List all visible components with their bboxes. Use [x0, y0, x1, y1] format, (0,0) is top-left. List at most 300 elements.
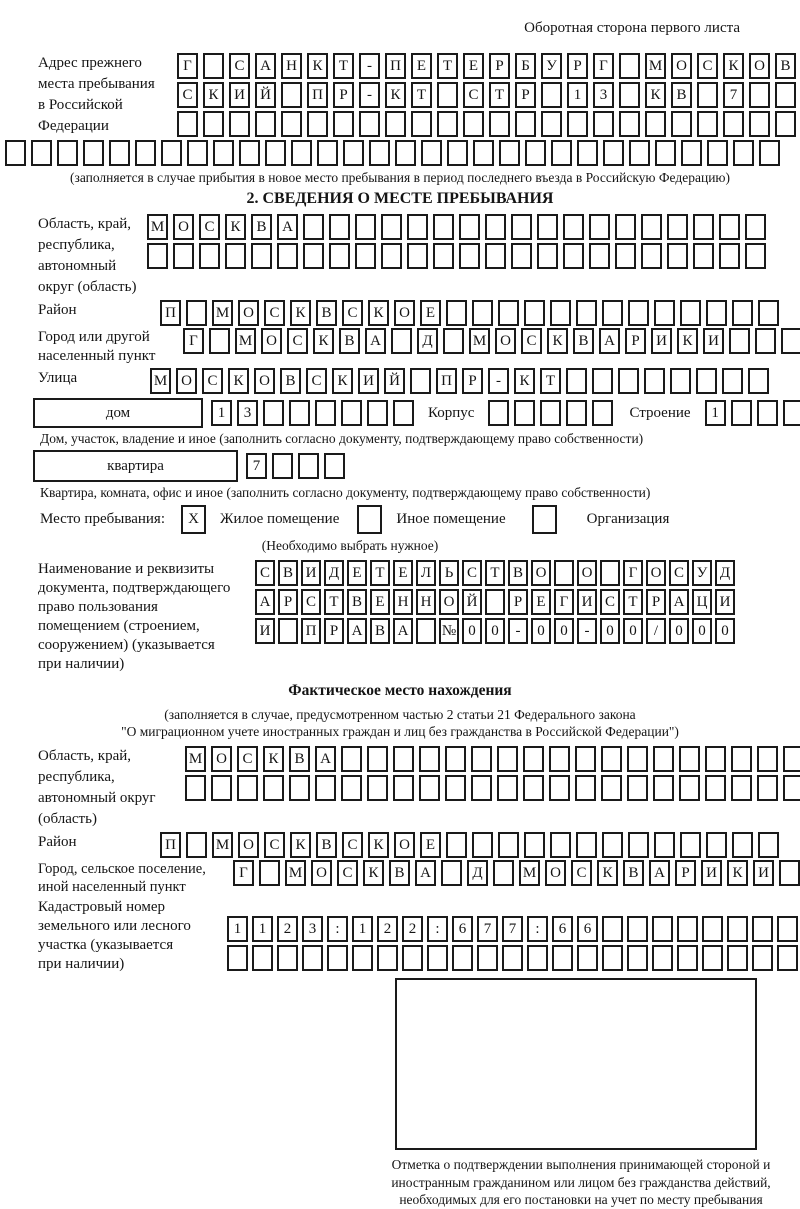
char-cell[interactable]: -	[488, 368, 509, 394]
char-cell[interactable]: И	[701, 860, 722, 886]
char-cell[interactable]	[644, 368, 665, 394]
char-cell[interactable]: Н	[393, 589, 413, 615]
char-cell[interactable]	[537, 214, 558, 240]
char-cell[interactable]: Р	[278, 589, 298, 615]
char-cell[interactable]: А	[365, 328, 386, 354]
char-cell[interactable]: К	[263, 746, 284, 772]
char-cell[interactable]	[523, 775, 544, 801]
char-cell[interactable]: К	[368, 832, 389, 858]
char-cell[interactable]	[619, 82, 640, 108]
char-cell[interactable]	[291, 140, 312, 166]
char-cell[interactable]	[619, 111, 640, 137]
char-cell[interactable]	[355, 214, 376, 240]
char-cell[interactable]	[497, 746, 518, 772]
char-cell[interactable]: К	[332, 368, 353, 394]
char-cell[interactable]	[563, 243, 584, 269]
char-cell[interactable]: В	[289, 746, 310, 772]
checkbox-other-premises[interactable]	[357, 505, 382, 534]
char-cell[interactable]	[209, 328, 230, 354]
char-cell[interactable]	[381, 214, 402, 240]
char-cell[interactable]: Р	[646, 589, 666, 615]
char-cell[interactable]	[552, 945, 573, 971]
char-cell[interactable]	[411, 111, 432, 137]
char-cell[interactable]	[437, 82, 458, 108]
char-cell[interactable]: Т	[411, 82, 432, 108]
char-cell[interactable]: А	[255, 589, 275, 615]
char-cell[interactable]	[239, 140, 260, 166]
char-cell[interactable]	[589, 214, 610, 240]
char-cell[interactable]	[566, 400, 587, 426]
char-cell[interactable]	[641, 214, 662, 240]
char-cell[interactable]	[727, 945, 748, 971]
char-cell[interactable]	[341, 400, 362, 426]
char-cell[interactable]: С	[202, 368, 223, 394]
checkbox-organization[interactable]	[532, 505, 557, 534]
char-cell[interactable]	[629, 140, 650, 166]
char-cell[interactable]	[732, 300, 753, 326]
char-cell[interactable]	[566, 368, 587, 394]
char-cell[interactable]	[602, 916, 623, 942]
char-cell[interactable]	[419, 746, 440, 772]
char-cell[interactable]: В	[280, 368, 301, 394]
char-cell[interactable]	[514, 400, 535, 426]
char-cell[interactable]	[677, 916, 698, 942]
char-cell[interactable]	[433, 214, 454, 240]
char-cell[interactable]: 3	[302, 916, 323, 942]
char-cell[interactable]: Й	[384, 368, 405, 394]
char-cell[interactable]: 1	[227, 916, 248, 942]
char-cell[interactable]: О	[261, 328, 282, 354]
char-cell[interactable]: 7	[477, 916, 498, 942]
char-cell[interactable]	[576, 300, 597, 326]
char-cell[interactable]: К	[290, 832, 311, 858]
char-cell[interactable]	[719, 214, 740, 240]
char-cell[interactable]	[523, 746, 544, 772]
char-cell[interactable]	[359, 111, 380, 137]
char-cell[interactable]: А	[669, 589, 689, 615]
char-cell[interactable]: 0	[554, 618, 574, 644]
char-cell[interactable]: /	[646, 618, 666, 644]
char-cell[interactable]	[783, 775, 800, 801]
char-cell[interactable]: О	[394, 832, 415, 858]
char-cell[interactable]	[693, 214, 714, 240]
char-cell[interactable]: О	[577, 560, 597, 586]
char-cell[interactable]	[679, 775, 700, 801]
char-cell[interactable]	[627, 945, 648, 971]
char-cell[interactable]: М	[185, 746, 206, 772]
char-cell[interactable]	[446, 300, 467, 326]
char-cell[interactable]	[755, 328, 776, 354]
char-cell[interactable]	[213, 140, 234, 166]
char-cell[interactable]	[499, 140, 520, 166]
char-cell[interactable]: К	[723, 53, 744, 79]
char-cell[interactable]: В	[389, 860, 410, 886]
char-cell[interactable]: К	[228, 368, 249, 394]
char-cell[interactable]: -	[359, 82, 380, 108]
char-cell[interactable]	[783, 400, 800, 426]
char-cell[interactable]	[615, 214, 636, 240]
char-cell[interactable]: О	[238, 300, 259, 326]
char-cell[interactable]	[745, 214, 766, 240]
char-cell[interactable]: Е	[370, 589, 390, 615]
char-cell[interactable]: А	[347, 618, 367, 644]
char-cell[interactable]: С	[337, 860, 358, 886]
char-cell[interactable]	[641, 243, 662, 269]
char-cell[interactable]: 3	[237, 400, 258, 426]
char-cell[interactable]: Т	[623, 589, 643, 615]
char-cell[interactable]	[393, 400, 414, 426]
char-cell[interactable]	[416, 618, 436, 644]
char-cell[interactable]	[471, 746, 492, 772]
char-cell[interactable]	[667, 214, 688, 240]
char-cell[interactable]: Г	[183, 328, 204, 354]
char-cell[interactable]	[592, 368, 613, 394]
char-cell[interactable]	[329, 214, 350, 240]
char-cell[interactable]	[259, 860, 280, 886]
char-cell[interactable]	[680, 832, 701, 858]
char-cell[interactable]	[550, 832, 571, 858]
char-cell[interactable]: Т	[370, 560, 390, 586]
char-cell[interactable]: 6	[577, 916, 598, 942]
char-cell[interactable]	[654, 832, 675, 858]
char-cell[interactable]: С	[264, 832, 285, 858]
char-cell[interactable]: О	[531, 560, 551, 586]
char-cell[interactable]	[537, 243, 558, 269]
char-cell[interactable]: Т	[489, 82, 510, 108]
char-cell[interactable]: Е	[347, 560, 367, 586]
char-cell[interactable]: 1	[705, 400, 726, 426]
char-cell[interactable]	[472, 300, 493, 326]
char-cell[interactable]	[524, 300, 545, 326]
char-cell[interactable]: П	[160, 832, 181, 858]
char-cell[interactable]	[324, 453, 345, 479]
char-cell[interactable]: Д	[467, 860, 488, 886]
char-cell[interactable]: Е	[420, 300, 441, 326]
char-cell[interactable]	[752, 916, 773, 942]
char-cell[interactable]	[488, 400, 509, 426]
char-cell[interactable]	[237, 775, 258, 801]
char-cell[interactable]	[781, 328, 800, 354]
char-cell[interactable]	[341, 775, 362, 801]
char-cell[interactable]: А	[277, 214, 298, 240]
char-cell[interactable]: 7	[723, 82, 744, 108]
char-cell[interactable]: С	[306, 368, 327, 394]
char-cell[interactable]: А	[415, 860, 436, 886]
char-cell[interactable]	[303, 214, 324, 240]
char-cell[interactable]: Л	[416, 560, 436, 586]
char-cell[interactable]: С	[264, 300, 285, 326]
char-cell[interactable]	[602, 300, 623, 326]
char-cell[interactable]	[551, 140, 572, 166]
char-cell[interactable]: И	[301, 560, 321, 586]
char-cell[interactable]: 7	[502, 916, 523, 942]
char-cell[interactable]: А	[599, 328, 620, 354]
char-cell[interactable]	[758, 300, 779, 326]
char-cell[interactable]: К	[307, 53, 328, 79]
char-cell[interactable]	[341, 746, 362, 772]
char-cell[interactable]: О	[749, 53, 770, 79]
char-cell[interactable]	[707, 140, 728, 166]
char-cell[interactable]	[277, 243, 298, 269]
char-cell[interactable]	[83, 140, 104, 166]
char-cell[interactable]	[298, 453, 319, 479]
char-cell[interactable]: М	[469, 328, 490, 354]
char-cell[interactable]	[541, 111, 562, 137]
char-cell[interactable]	[497, 775, 518, 801]
char-cell[interactable]: С	[177, 82, 198, 108]
char-cell[interactable]: Е	[411, 53, 432, 79]
char-cell[interactable]	[757, 775, 778, 801]
char-cell[interactable]	[749, 82, 770, 108]
char-cell[interactable]	[489, 111, 510, 137]
char-cell[interactable]: П	[160, 300, 181, 326]
char-cell[interactable]	[391, 328, 412, 354]
char-cell[interactable]: К	[597, 860, 618, 886]
char-cell[interactable]: Й	[462, 589, 482, 615]
char-cell[interactable]	[779, 860, 800, 886]
char-cell[interactable]	[472, 832, 493, 858]
char-cell[interactable]: М	[150, 368, 171, 394]
char-cell[interactable]: Е	[393, 560, 413, 586]
char-cell[interactable]: 7	[246, 453, 267, 479]
char-cell[interactable]: И	[715, 589, 735, 615]
char-cell[interactable]	[498, 300, 519, 326]
char-cell[interactable]	[255, 111, 276, 137]
char-cell[interactable]: 3	[593, 82, 614, 108]
char-cell[interactable]: О	[495, 328, 516, 354]
char-cell[interactable]: М	[645, 53, 666, 79]
char-cell[interactable]	[463, 111, 484, 137]
char-cell[interactable]	[602, 832, 623, 858]
char-cell[interactable]	[540, 400, 561, 426]
char-cell[interactable]: Т	[333, 53, 354, 79]
char-cell[interactable]	[697, 111, 718, 137]
char-cell[interactable]: П	[436, 368, 457, 394]
char-cell[interactable]	[567, 111, 588, 137]
char-cell[interactable]: Ц	[692, 589, 712, 615]
char-cell[interactable]: О	[176, 368, 197, 394]
char-cell[interactable]: С	[287, 328, 308, 354]
char-cell[interactable]: К	[225, 214, 246, 240]
char-cell[interactable]	[433, 243, 454, 269]
char-cell[interactable]: 2	[277, 916, 298, 942]
char-cell[interactable]: Т	[437, 53, 458, 79]
char-cell[interactable]: И	[753, 860, 774, 886]
char-cell[interactable]	[550, 300, 571, 326]
char-cell[interactable]	[315, 400, 336, 426]
char-cell[interactable]	[667, 243, 688, 269]
char-cell[interactable]	[775, 111, 796, 137]
char-cell[interactable]: С	[463, 82, 484, 108]
char-cell[interactable]	[289, 775, 310, 801]
char-cell[interactable]	[277, 945, 298, 971]
char-cell[interactable]: Н	[416, 589, 436, 615]
char-cell[interactable]	[225, 243, 246, 269]
char-cell[interactable]	[706, 832, 727, 858]
char-cell[interactable]: В	[278, 560, 298, 586]
char-cell[interactable]	[443, 328, 464, 354]
char-cell[interactable]: :	[527, 916, 548, 942]
char-cell[interactable]: С	[521, 328, 542, 354]
char-cell[interactable]: В	[370, 618, 390, 644]
char-cell[interactable]: Р	[567, 53, 588, 79]
char-cell[interactable]: Н	[281, 53, 302, 79]
char-cell[interactable]: В	[339, 328, 360, 354]
char-cell[interactable]: Ь	[439, 560, 459, 586]
char-cell[interactable]: -	[508, 618, 528, 644]
char-cell[interactable]	[601, 775, 622, 801]
char-cell[interactable]	[485, 589, 505, 615]
char-cell[interactable]	[252, 945, 273, 971]
char-cell[interactable]: Д	[417, 328, 438, 354]
checkbox-residential[interactable]: X	[181, 505, 206, 534]
char-cell[interactable]	[393, 746, 414, 772]
char-cell[interactable]	[603, 140, 624, 166]
char-cell[interactable]	[653, 775, 674, 801]
char-cell[interactable]	[627, 916, 648, 942]
char-cell[interactable]: А	[315, 746, 336, 772]
char-cell[interactable]	[577, 945, 598, 971]
char-cell[interactable]: И	[255, 618, 275, 644]
char-cell[interactable]: 0	[623, 618, 643, 644]
char-cell[interactable]	[563, 214, 584, 240]
char-cell[interactable]	[377, 945, 398, 971]
char-cell[interactable]	[652, 916, 673, 942]
char-cell[interactable]: С	[255, 560, 275, 586]
char-cell[interactable]	[355, 243, 376, 269]
char-cell[interactable]: И	[703, 328, 724, 354]
char-cell[interactable]	[752, 945, 773, 971]
char-cell[interactable]	[485, 243, 506, 269]
char-cell[interactable]	[549, 775, 570, 801]
char-cell[interactable]: В	[508, 560, 528, 586]
char-cell[interactable]: М	[519, 860, 540, 886]
char-cell[interactable]	[367, 746, 388, 772]
char-cell[interactable]: К	[368, 300, 389, 326]
char-cell[interactable]	[173, 243, 194, 269]
char-cell[interactable]	[147, 243, 168, 269]
char-cell[interactable]	[135, 140, 156, 166]
char-cell[interactable]: М	[212, 300, 233, 326]
char-cell[interactable]: -	[577, 618, 597, 644]
char-cell[interactable]: К	[677, 328, 698, 354]
char-cell[interactable]: О	[439, 589, 459, 615]
char-cell[interactable]	[723, 111, 744, 137]
char-cell[interactable]: С	[199, 214, 220, 240]
char-cell[interactable]	[493, 860, 514, 886]
char-cell[interactable]: Р	[675, 860, 696, 886]
char-cell[interactable]	[655, 140, 676, 166]
char-cell[interactable]	[367, 775, 388, 801]
char-cell[interactable]: К	[385, 82, 406, 108]
char-cell[interactable]: В	[573, 328, 594, 354]
char-cell[interactable]	[702, 916, 723, 942]
char-cell[interactable]: 0	[600, 618, 620, 644]
char-cell[interactable]: О	[211, 746, 232, 772]
char-cell[interactable]	[186, 832, 207, 858]
char-cell[interactable]	[329, 243, 350, 269]
char-cell[interactable]	[693, 243, 714, 269]
char-cell[interactable]: О	[311, 860, 332, 886]
char-cell[interactable]	[554, 560, 574, 586]
char-cell[interactable]	[600, 560, 620, 586]
char-cell[interactable]	[385, 111, 406, 137]
char-cell[interactable]	[471, 775, 492, 801]
char-cell[interactable]	[485, 214, 506, 240]
char-cell[interactable]	[445, 746, 466, 772]
char-cell[interactable]	[627, 746, 648, 772]
char-cell[interactable]: К	[363, 860, 384, 886]
char-cell[interactable]	[601, 746, 622, 772]
char-cell[interactable]	[627, 775, 648, 801]
char-cell[interactable]	[31, 140, 52, 166]
char-cell[interactable]	[263, 400, 284, 426]
char-cell[interactable]: :	[327, 916, 348, 942]
char-cell[interactable]: 0	[485, 618, 505, 644]
char-cell[interactable]: О	[646, 560, 666, 586]
char-cell[interactable]	[645, 111, 666, 137]
char-cell[interactable]	[575, 775, 596, 801]
char-cell[interactable]	[592, 400, 613, 426]
char-cell[interactable]	[199, 243, 220, 269]
char-cell[interactable]: М	[235, 328, 256, 354]
char-cell[interactable]	[437, 111, 458, 137]
char-cell[interactable]	[748, 368, 769, 394]
char-cell[interactable]	[731, 775, 752, 801]
char-cell[interactable]: 0	[462, 618, 482, 644]
char-cell[interactable]: Г	[233, 860, 254, 886]
char-cell[interactable]: Р	[324, 618, 344, 644]
char-cell[interactable]	[758, 832, 779, 858]
char-cell[interactable]	[702, 945, 723, 971]
char-cell[interactable]: С	[301, 589, 321, 615]
char-cell[interactable]	[731, 746, 752, 772]
char-cell[interactable]	[722, 368, 743, 394]
char-cell[interactable]: П	[307, 82, 328, 108]
char-cell[interactable]	[303, 243, 324, 269]
char-cell[interactable]: 1	[352, 916, 373, 942]
char-cell[interactable]	[502, 945, 523, 971]
char-cell[interactable]: Д	[324, 560, 344, 586]
char-cell[interactable]	[272, 453, 293, 479]
char-cell[interactable]: И	[229, 82, 250, 108]
char-cell[interactable]: Т	[540, 368, 561, 394]
char-cell[interactable]	[757, 400, 778, 426]
char-cell[interactable]: 2	[402, 916, 423, 942]
char-cell[interactable]	[511, 243, 532, 269]
char-cell[interactable]: О	[671, 53, 692, 79]
char-cell[interactable]	[589, 243, 610, 269]
char-cell[interactable]: 1	[252, 916, 273, 942]
char-cell[interactable]	[653, 746, 674, 772]
char-cell[interactable]	[302, 945, 323, 971]
char-cell[interactable]	[265, 140, 286, 166]
char-cell[interactable]	[525, 140, 546, 166]
char-cell[interactable]	[187, 140, 208, 166]
char-cell[interactable]: Г	[593, 53, 614, 79]
char-cell[interactable]: Й	[255, 82, 276, 108]
char-cell[interactable]: К	[547, 328, 568, 354]
char-cell[interactable]	[618, 368, 639, 394]
char-cell[interactable]	[402, 945, 423, 971]
char-cell[interactable]	[393, 775, 414, 801]
char-cell[interactable]: №	[439, 618, 459, 644]
char-cell[interactable]	[733, 140, 754, 166]
char-cell[interactable]	[783, 746, 800, 772]
char-cell[interactable]	[706, 300, 727, 326]
char-cell[interactable]	[652, 945, 673, 971]
char-cell[interactable]	[186, 300, 207, 326]
